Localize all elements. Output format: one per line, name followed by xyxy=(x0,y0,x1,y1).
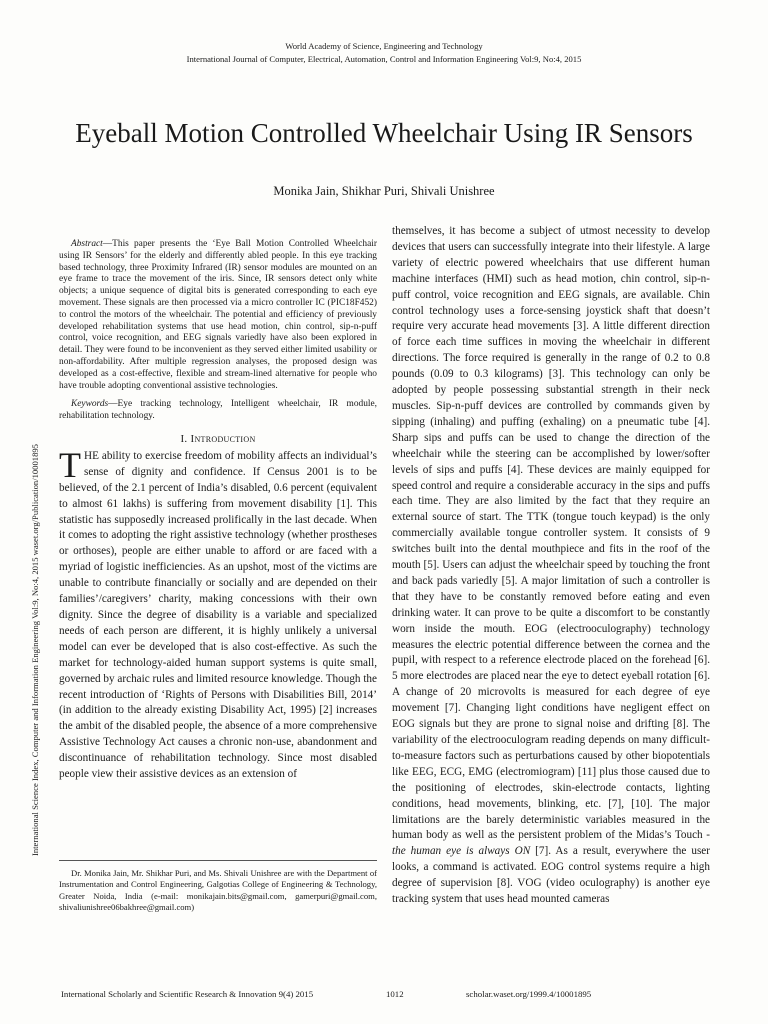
keywords xyxy=(59,399,377,423)
footer-page-number: 1012 xyxy=(386,989,404,999)
paper-authors: Monika Jain, Shikhar Puri, Shivali Unishree xyxy=(273,184,495,198)
intro-paragraph-right xyxy=(392,224,710,908)
footnote-rule xyxy=(59,860,377,861)
footer-publisher: International Scholarly and Scientific Research & Innovation 9(4) 2015 xyxy=(61,989,314,999)
drop-cap: T xyxy=(59,444,81,485)
keywords-text: —Eye tracking technology, Intelligent wheelchair, IR module, rehabilitation technology. xyxy=(59,399,377,422)
intro-text-right-em: the human eye is always ON xyxy=(392,845,531,858)
journal-header xyxy=(0,40,768,66)
right-column xyxy=(392,224,710,908)
intro-text-left: HE ability to exercise freedom of mobility affects an individual’s sense of dignity and confidence. If Census 2001 is to be believed, of the 2.1 percent of India’s disabled, 0.6 percent (equivalent to almost 61 lakhs) is suffering from movement disability [1]. This statistic has supposedly increased prolifically in the last decade. When it comes to adopting the right assistive technology (whether prostheses or orthoses), people are either unable to afford or are faced with a myriad of logistic inefficiencies. As an upshot, most of the victims are unable to contribute financially or socially and are depended on their families’/caregivers’ charity, making concessions with their own dignity. Since the degree of disability is a variable and specialized needs of each person are different, it is highly unlikely a universal model can ever be developed that is also cost-effective. As such the market for technology-aided human support systems is quite small, governed by archaic rules and limited resource knowledge. Though the recent introduction of ‘Rights of Persons with Disabilities Bill, 2014’ (in addition to the already existing Disability Act, 1995) [2] increases the ambit of the disabled people, the absence of a more comprehensive Assistive Technology Act causes a chronic non-use, abandonment and discontinuance of rehabilitation technology. Since most disabled people view their assistive devices as an extension of xyxy=(59,449,377,781)
intro-text-right-a: themselves, it has become a subject of utmost necessity to develop devices that users can successfully integrate into their lifestyle. A large variety of electric powered wheelchairs that use different human machine interfaces (HMI) such as head motion, chin control, sip-n-puff control, voice recognition and EEG signals, are available. Chin control technology uses a force-sensing joystick shaft that doesn’t require very accurate head movements [3]. A little different direction of force each time suffices in moving the wheelchair in different directions. The force required is generally in the range of 0.2 to 0.8 pounds (0.09 to 0.3 kilograms) [3]. This technology can only be adopted by people possessing substantial strength in their neck muscles. Sip-n-puff devices are controlled by commands given by sipping (inhaling) and puffing (exhaling) on a pneumatic tube [4]. Sharp sips and puffs can be used to change the direction of the wheelchair while the steering can be accomplished by lower/softer levels of sips and puffs [4]. These devices are mainly equipped for speed control and require a considerable accuracy in the sips and puffs each time. They are also limited by the fact that they require an external source of start. The TTK (tongue touch keypad) is the only commercially available tongue controller system. It consists of 9 switches built into the dental mouthpiece and fits in the roof of the mouth [5]. Users can adjust the wheelchair speed by touching the front and back pads variedly [5]. A major limitation of such a controller is that they have to be constantly removed before eating and even drinking water. It can prove to be quite a discomfort to be constantly worn inside the mouth. EOG (electrooculography) technology measures the electric potential difference between the cornea and the pupil, with respect to a reference electrode placed on the forehead [6]. 5 more electrodes are placed near the eye to detect eyeball rotation [6]. A change of 20 microvolts is measured for each degree of eye movement [7]. Changing light conditions have negligent effect on EOG signals but they are prone to signal noise and drifting [8]. The variability of the electrooculogram reading depends on many difficult-to-measure factors such as perturbations caused by other biopotentials like EEG, ECG, EMG (electromiogram) [11] plus those caused due to the positioning of electrodes, skin-electrode contacts, lighting conditions, head movements, blinking, etc. [7], [10]. The major limitations are the barely deterministic variables measured in the human body as well as the persistent problem of the Midas’s Touch - xyxy=(392,225,710,842)
section-heading-introduction: I. Introduction xyxy=(180,432,256,445)
left-column xyxy=(59,224,377,783)
side-publication-note: International Science Index, Computer and Information Engineering Vol:9, No:4, 2015 waset.org/Publication/10001895 xyxy=(30,444,40,856)
intro-paragraph-left xyxy=(59,444,377,783)
footer-url: scholar.waset.org/1999.4/10001895 xyxy=(466,989,592,999)
header-line-2: International Journal of Computer, Electrical, Automation, Control and Information Engineering Vol:9, No:4, 2015 xyxy=(186,54,582,64)
abstract xyxy=(59,239,377,392)
affiliation-text: Dr. Monika Jain, Mr. Shikhar Puri, and Ms. Shivali Unishree are with the Department of Instrumentation and Control Engineering, Galgotias College of Engineering & Technology, Greater Noida, India (e-mail: monikajain.bits@gmail.com, gamerpuri@gmail.com, shivaliunishree06bakhree@gmail.com) xyxy=(59,868,377,913)
author-affiliation xyxy=(59,868,377,914)
header-line-1: World Academy of Science, Engineering and Technology xyxy=(285,41,483,51)
keywords-label: Keywords xyxy=(71,399,109,410)
intro-text-right-b: [7]. As a result, everywhere the user looks, a command is activated. EOG control systems require a high degree of supervision [8]. VOG (video oculography) is another eye tracking system that uses head mounted cameras xyxy=(392,845,710,906)
abstract-text: —This paper presents the ‘Eye Ball Motion Controlled Wheelchair using IR Sensors’ for the elderly and differently abled people. In this eye tracking based technology, three Proximity Infrared (IR) sensor modules are mounted on an eye frame to trace the movement of the iris. Since, IR sensors detect only white objects; a unique sequence of digital bits is generated corresponding to each eye movement. These signals are then processed via a micro controller IC (PIC18F452) to control the motors of the wheelchair. The potential and efficiency of previously developed rehabilitation systems that use head motion, chin control, sip-n-puff control, voice recognition, and EEG signals variedly have also been explored in detail. They were found to be inconvenient as they served either limited usability or non-affordability. After multiple regression analyses, the proposed design was developed as a cost-effective, flexible and stream-lined alternative for people who have trouble adopting conventional assistive technologies. xyxy=(59,239,377,391)
paper-title: Eyeball Motion Controlled Wheelchair Using IR Sensors xyxy=(75,118,693,148)
abstract-label: Abstract xyxy=(71,239,103,249)
